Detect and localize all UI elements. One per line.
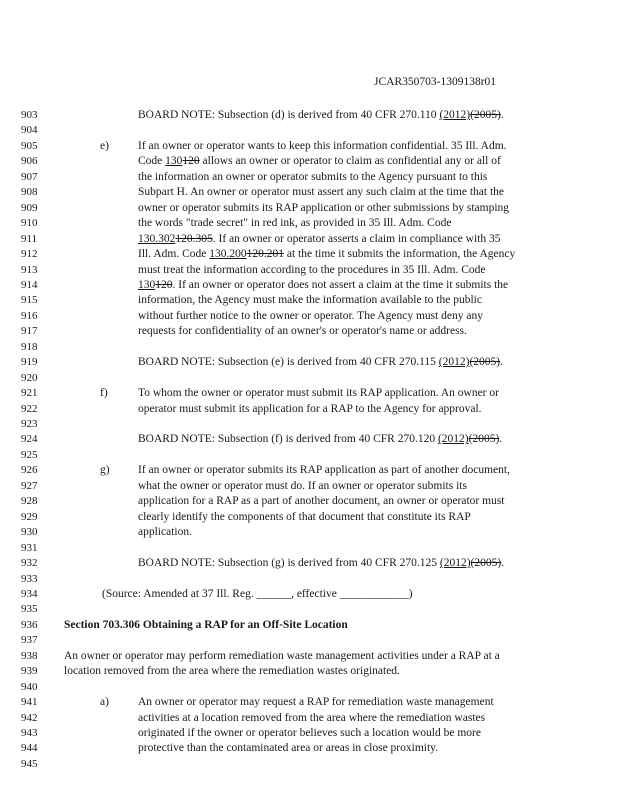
document-line xyxy=(0,432,621,447)
deleted-text: (2005) xyxy=(470,557,502,570)
text-segment: BOARD NOTE: Subsection (f) is derived from 40 CFR 270.120 xyxy=(138,433,438,446)
document-line xyxy=(0,757,621,772)
line-text xyxy=(138,185,504,200)
section-heading: Section 703.306 Obtaining a RAP for an Off-Site Location xyxy=(64,618,348,631)
document-line xyxy=(0,448,621,463)
document-line xyxy=(0,664,621,679)
document-line xyxy=(0,355,621,370)
text-segment: . xyxy=(500,356,504,369)
text-segment: BOARD NOTE: Subsection (d) is derived from 40 CFR 270.110 xyxy=(138,109,440,121)
line-number: 930 xyxy=(21,526,38,539)
line-number: 919 xyxy=(21,356,38,369)
text-segment: Ill. Adm. Code xyxy=(138,248,210,261)
line-text xyxy=(138,525,192,540)
document-line xyxy=(0,494,621,509)
line-number: 943 xyxy=(21,727,38,739)
text-segment: operator must submit its application for a RAP to the Agency for approval. xyxy=(138,402,482,415)
line-text xyxy=(138,479,467,494)
line-number: 935 xyxy=(21,603,38,616)
line-text xyxy=(138,494,505,509)
line-text xyxy=(138,402,482,417)
line-text xyxy=(138,386,499,401)
line-text xyxy=(138,201,509,216)
line-number: 925 xyxy=(21,448,38,461)
document-line xyxy=(0,741,621,756)
text-segment: originated if the owner or operator believes such a location would be more xyxy=(138,727,481,739)
document-line xyxy=(0,324,621,339)
line-number: 936 xyxy=(21,618,38,631)
line-number: 909 xyxy=(21,201,38,214)
text-segment: application for a RAP as a part of another document, an owner or operator must xyxy=(138,495,505,508)
line-number: 906 xyxy=(21,155,38,168)
text-segment: . If an owner or operator asserts a claim in compliance with 35 xyxy=(212,232,501,245)
inserted-text: 130.200 xyxy=(209,248,247,261)
line-number: 926 xyxy=(21,464,38,477)
text-segment: owner or operator submits its RAP application or other submissions by stamping xyxy=(138,201,510,214)
text-segment: allows an owner or operator to claim as confidential any or all of xyxy=(199,155,501,168)
line-number: 913 xyxy=(21,263,38,276)
subsection-marker: g) xyxy=(100,464,110,477)
line-text xyxy=(138,170,487,185)
document-line xyxy=(0,417,621,432)
text-segment: protective than the contaminated area or areas in close proximity. xyxy=(138,742,439,755)
text-segment: (Source: Amended at 37 Ill. Reg. ______, effective ____________) xyxy=(102,587,413,600)
document-line xyxy=(0,680,621,695)
line-text xyxy=(138,556,504,571)
document-line xyxy=(0,695,621,710)
text-segment: . xyxy=(500,109,504,121)
document-line xyxy=(0,525,621,540)
deleted-text: (2005) xyxy=(469,356,501,369)
document-line xyxy=(0,386,621,401)
document-line xyxy=(0,108,621,123)
document-line xyxy=(0,556,621,571)
line-text xyxy=(138,741,438,756)
document-line xyxy=(0,479,621,494)
inserted-text: 130.302 xyxy=(138,232,176,245)
line-number: 931 xyxy=(21,541,38,554)
text-segment: location removed from the area where the remediation wastes originated. xyxy=(64,665,400,678)
text-segment: Code xyxy=(138,155,166,168)
deleted-text: 120.201 xyxy=(246,248,284,261)
line-number: 920 xyxy=(21,371,38,384)
inserted-text: (2012) xyxy=(437,433,469,446)
line-number: 938 xyxy=(21,649,38,662)
document-line xyxy=(0,247,621,262)
line-text xyxy=(138,309,483,324)
line-number: 922 xyxy=(21,402,38,415)
document-line xyxy=(0,541,621,556)
line-number: 937 xyxy=(21,634,38,647)
line-number: 911 xyxy=(21,232,38,245)
line-text xyxy=(138,324,467,339)
line-text xyxy=(138,139,507,154)
document-line xyxy=(0,618,621,633)
subsection-marker: a) xyxy=(100,696,109,709)
line-number: 907 xyxy=(21,170,38,183)
document-line xyxy=(0,633,621,648)
text-segment: must treat the information according to the procedures in 35 Ill. Adm. Code xyxy=(138,263,486,276)
line-number: 914 xyxy=(21,278,38,291)
text-segment: BOARD NOTE: Subsection (g) is derived from 40 CFR 270.125 xyxy=(138,557,440,570)
text-segment: . xyxy=(501,557,505,570)
line-number: 940 xyxy=(21,680,38,693)
line-number: 915 xyxy=(21,294,38,307)
document-line xyxy=(0,463,621,478)
line-number: 927 xyxy=(21,479,38,492)
line-number: 934 xyxy=(21,587,38,600)
text-segment: the information an owner or operator submits to the Agency pursuant to this xyxy=(138,170,488,183)
deleted-text: 120.305 xyxy=(175,232,213,245)
document-line xyxy=(0,232,621,247)
deleted-text: 120 xyxy=(182,155,200,168)
line-text xyxy=(138,232,500,247)
line-text xyxy=(138,355,503,370)
inserted-text: (2012) xyxy=(439,109,471,121)
line-number: 912 xyxy=(21,248,38,261)
deleted-text: 120 xyxy=(155,278,173,291)
line-text xyxy=(138,432,502,447)
inserted-text: 130 xyxy=(165,155,183,168)
document-line xyxy=(0,371,621,386)
document-line xyxy=(0,587,621,602)
line-text xyxy=(138,247,515,262)
text-segment: Subpart H. An owner or operator must assert any such claim at the time that the xyxy=(138,186,504,199)
line-text xyxy=(64,649,500,664)
line-text xyxy=(138,154,501,169)
line-text xyxy=(138,278,508,293)
line-text xyxy=(64,664,400,679)
text-segment: requests for confidentiality of an owner's or operator's name or address. xyxy=(138,325,467,338)
deleted-text: (2005) xyxy=(468,433,500,446)
document-line xyxy=(0,402,621,417)
document-id: JCAR350703-1309138r01 xyxy=(374,76,497,88)
text-segment: To whom the owner or operator must submit its RAP application. An owner or xyxy=(138,387,499,400)
line-text xyxy=(138,695,494,710)
document-line xyxy=(0,201,621,216)
line-number: 933 xyxy=(21,572,38,585)
line-text xyxy=(138,463,510,478)
inserted-text: (2012) xyxy=(439,557,471,570)
text-segment: . xyxy=(499,433,503,446)
line-number: 928 xyxy=(21,495,38,508)
deleted-text: (2005) xyxy=(470,109,501,121)
text-segment: If an owner or operator submits its RAP application as part of another document, xyxy=(138,464,510,477)
line-text xyxy=(138,263,485,278)
document-line xyxy=(0,278,621,293)
document-line xyxy=(0,293,621,308)
line-number: 932 xyxy=(21,557,38,570)
document-line xyxy=(0,154,621,169)
line-number: 908 xyxy=(21,186,38,199)
text-segment: An owner or operator may request a RAP for remediation waste management xyxy=(138,696,494,709)
text-segment: application. xyxy=(138,526,192,539)
document-line xyxy=(0,726,621,741)
text-segment: An owner or operator may perform remediation waste management activities under a RAP at a xyxy=(64,649,500,662)
text-segment: activities at a location removed from the area where the remediation wastes xyxy=(138,711,486,724)
text-segment: the words "trade secret" in red ink, as provided in 35 Ill. Adm. Code xyxy=(138,217,452,230)
line-number: 916 xyxy=(21,309,38,322)
document-line xyxy=(0,649,621,664)
document-line xyxy=(0,263,621,278)
document-line xyxy=(0,170,621,185)
line-number: 923 xyxy=(21,418,38,430)
line-number: 917 xyxy=(21,325,38,338)
document-line xyxy=(0,711,621,726)
line-text xyxy=(102,587,413,602)
line-text xyxy=(138,510,471,525)
text-segment: without further notice to the owner or operator. The Agency must deny any xyxy=(138,309,484,322)
line-number: 905 xyxy=(21,139,38,152)
document-line xyxy=(0,572,621,587)
document-line xyxy=(0,216,621,231)
line-text xyxy=(138,711,485,726)
subsection-marker: e) xyxy=(100,139,109,152)
document-line xyxy=(0,185,621,200)
line-text xyxy=(64,618,348,633)
line-number: 941 xyxy=(21,696,38,709)
line-number: 945 xyxy=(21,757,38,770)
line-number: 942 xyxy=(21,711,38,724)
document-line xyxy=(0,139,621,154)
line-number: 924 xyxy=(21,433,38,446)
inserted-text: (2012) xyxy=(438,356,470,369)
subsection-marker: f) xyxy=(100,387,108,400)
line-text xyxy=(138,726,481,741)
text-segment: clearly identify the components of that document that constitute its RAP xyxy=(138,510,471,523)
line-text xyxy=(138,216,451,231)
line-number: 918 xyxy=(21,340,38,353)
text-segment: at the time it submits the information, the Agency xyxy=(284,248,516,261)
inserted-text: 130 xyxy=(138,278,156,291)
line-number: 910 xyxy=(21,217,38,230)
line-number: 903 xyxy=(21,109,38,121)
line-number: 921 xyxy=(21,387,38,400)
text-segment: what the owner or operator must do. If an owner or operator submits its xyxy=(138,479,467,492)
document-line xyxy=(0,309,621,324)
line-number: 939 xyxy=(21,665,38,678)
text-segment: . If an owner or operator does not assert a claim at the time it submits the xyxy=(172,278,509,291)
document-line xyxy=(0,510,621,525)
document-line xyxy=(0,123,621,138)
document-line xyxy=(0,340,621,355)
line-text xyxy=(138,293,482,308)
document-line xyxy=(0,602,621,617)
line-number: 944 xyxy=(21,742,38,755)
text-segment: information, the Agency must make the information available to the public xyxy=(138,294,482,307)
line-text xyxy=(138,108,504,123)
text-segment: If an owner or operator wants to keep this information confidential. 35 Ill. Adm. xyxy=(138,139,507,152)
text-segment: BOARD NOTE: Subsection (e) is derived from 40 CFR 270.115 xyxy=(138,356,439,369)
line-number: 904 xyxy=(21,124,38,137)
line-number: 929 xyxy=(21,510,38,523)
